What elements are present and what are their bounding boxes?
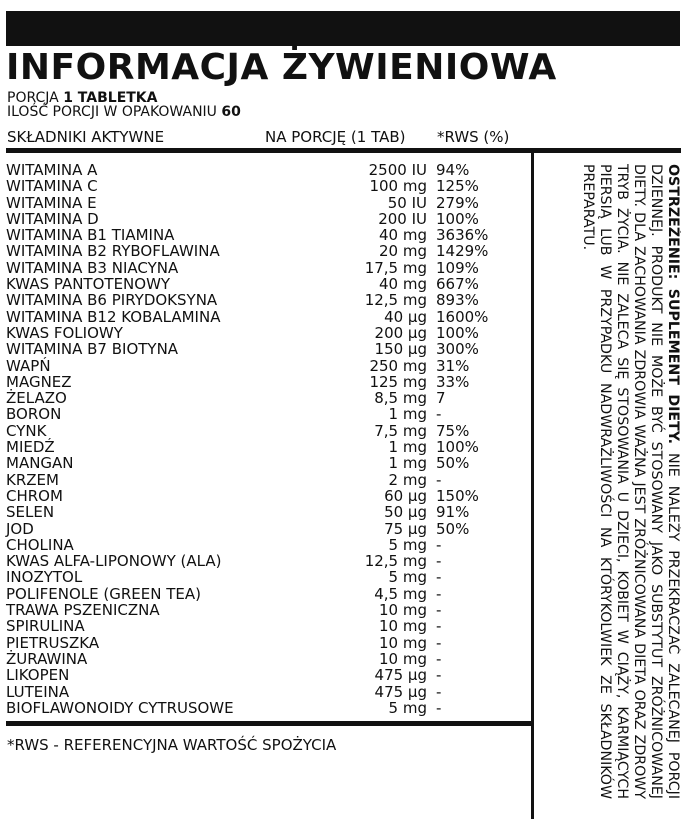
ingredient-amount: 50 µg	[384, 503, 427, 522]
ingredient-rws: 75%	[436, 421, 470, 440]
footer-note: *RWS - REFERENCYJNA WARTOŚĆ SPOŻYCIA	[7, 736, 337, 754]
ingredient-amount: 10 mg	[379, 633, 427, 652]
ingredient-name: CYNK	[6, 421, 47, 440]
ingredient-rws: 50%	[436, 519, 470, 538]
ingredient-rws: 31%	[436, 356, 470, 375]
warning-lead: OSTRZEŻENIE: SUPLEMENT DIETY.	[665, 164, 681, 445]
table-row	[6, 553, 526, 569]
table-row	[6, 260, 526, 276]
ingredient-rws: -	[436, 682, 442, 701]
servings-label: ILOŚĆ PORCJI W OPAKOWANIU	[7, 104, 217, 120]
ingredient-rws: 279%	[436, 193, 479, 212]
table-row	[6, 309, 526, 325]
ingredient-rws: 91%	[436, 503, 470, 522]
table-row	[6, 602, 526, 618]
ingredient-rws: 50%	[436, 454, 470, 473]
table-row	[6, 276, 526, 292]
table-row	[6, 292, 526, 308]
warning-panel	[534, 150, 681, 819]
ingredient-amount: 8,5 mg	[374, 389, 427, 408]
table-row	[6, 406, 526, 422]
table-row	[6, 488, 526, 504]
table-row	[6, 618, 526, 634]
ingredient-name: JOD	[6, 519, 34, 538]
warning-text	[579, 164, 681, 799]
ingredient-amount: 125 mg	[369, 372, 427, 391]
ingredient-name: BIOFLAWONOIDY CYTRUSOWE	[6, 698, 234, 717]
ingredient-rws: 893%	[436, 291, 479, 310]
ingredient-name: WITAMINA B2 RYBOFLAWINA	[6, 242, 220, 261]
top-black-bar	[6, 11, 680, 46]
ingredient-name: TRAWA PSZENICZNA	[6, 601, 160, 620]
ingredient-rws: -	[436, 535, 442, 554]
ingredient-rws: 94%	[436, 161, 470, 179]
ingredient-rws: -	[436, 617, 442, 636]
ingredient-name: WITAMINA B1 TIAMINA	[6, 226, 175, 245]
header-rws: *RWS (%)	[437, 128, 510, 146]
ingredient-amount: 40 µg	[384, 307, 427, 326]
ingredient-name: WITAMINA A	[6, 161, 98, 179]
ingredient-name: ŻURAWINA	[6, 649, 88, 668]
table-row	[6, 178, 526, 194]
table-row	[6, 684, 526, 700]
ingredient-amount: 100 mg	[369, 177, 427, 196]
ingredient-name: WITAMINA B6 PIRYDOKSYNA	[6, 291, 218, 310]
table-row	[6, 227, 526, 243]
table-row	[6, 472, 526, 488]
table-row	[6, 455, 526, 471]
ingredient-rws: 150%	[436, 486, 479, 505]
ingredient-amount: 7,5 mg	[374, 421, 427, 440]
ingredient-name: KWAS FOLIOWY	[6, 323, 123, 342]
ingredient-amount: 10 mg	[379, 601, 427, 620]
ingredient-name: SELEN	[6, 503, 55, 522]
ingredient-name: BORON	[6, 405, 62, 424]
ingredient-name: KWAS PANTOTENOWY	[6, 275, 171, 294]
servings-line	[7, 105, 241, 120]
table-row	[6, 325, 526, 341]
ingredient-name: KRZEM	[6, 470, 59, 489]
ingredient-rws: 3636%	[436, 226, 489, 245]
ingredient-name: LIKOPEN	[6, 666, 70, 685]
ingredient-amount: 200 IU	[378, 209, 427, 228]
ingredient-amount: 5 mg	[388, 698, 427, 717]
ingredient-amount: 10 mg	[379, 649, 427, 668]
table-row	[6, 162, 526, 178]
ingredient-amount: 150 µg	[374, 340, 427, 359]
ingredient-rws: -	[436, 584, 442, 603]
ingredient-name: WITAMINA B7 BIOTYNA	[6, 340, 179, 359]
table-bottom-divider	[6, 721, 531, 726]
table-row	[6, 358, 526, 374]
ingredient-rws: 1600%	[436, 307, 489, 326]
ingredient-rws: -	[436, 666, 442, 685]
table-row	[6, 504, 526, 520]
ingredient-amount: 12,5 mg	[364, 552, 427, 571]
ingredient-amount: 475 µg	[374, 666, 427, 685]
ingredient-rws: 1429%	[436, 242, 489, 261]
ingredient-name: INOZYTOL	[6, 568, 83, 587]
ingredient-amount: 20 mg	[379, 242, 427, 261]
ingredient-amount: 1 mg	[388, 438, 427, 457]
ingredient-rws: 109%	[436, 258, 479, 277]
ingredient-rws: 100%	[436, 438, 479, 457]
table-row	[6, 667, 526, 683]
portion-value: 1 TABLETKA	[63, 90, 158, 106]
header-ingredients: SKŁADNIKI AKTYWNE	[7, 128, 165, 146]
ingredient-name: LUTEINA	[6, 682, 70, 701]
ingredient-amount: 60 µg	[384, 486, 427, 505]
ingredient-amount: 40 mg	[379, 275, 427, 294]
ingredient-name: MAGNEZ	[6, 372, 72, 391]
ingredient-rws: -	[436, 633, 442, 652]
ingredient-rws: -	[436, 405, 442, 424]
ingredient-name: WITAMINA B3 NIACYNA	[6, 258, 179, 277]
ingredient-name: SPIRULINA	[6, 617, 85, 636]
table-row	[6, 195, 526, 211]
ingredient-rws: -	[436, 601, 442, 620]
ingredient-name: KWAS ALFA-LIPONOWY (ALA)	[6, 552, 222, 571]
portion-label: PORCJA	[7, 90, 59, 106]
ingredient-amount: 200 µg	[374, 323, 427, 342]
ingredients-table	[6, 162, 526, 716]
warning-body: NIE NALEŻY PRZEKRACZAĆ ZALECANEJ PORCJI DZIENNEJ. PRODUKT NIE MOŻE BYĆ STOSOWANY JAKO SUBSTYTUT ZRÓŻNICOWANEJ DIETY. DLA ZACHOWANIA ZDROWIA WAŻNA JEST ZRÓŻNICOWANA DIETA ORAZ ZDROWY TRYB ŻYCIA. NIE ZALECA SIĘ STOSOWANIA U DZIECI, KOBIET W CIĄŻY, KARMIĄCYCH PIERSIĄ LUB W PRZYPADKU NADWRAŻLIWOŚCI NA KTÓRYKOLWIEK ZE SKŁADNIKÓW PREPARATU.	[580, 164, 681, 800]
ingredient-name: CHOLINA	[6, 535, 74, 554]
table-row	[6, 700, 526, 716]
table-row	[6, 651, 526, 667]
ingredient-amount: 12,5 mg	[364, 291, 427, 310]
ingredient-name: WITAMINA D	[6, 209, 99, 228]
ingredient-amount: 1 mg	[388, 405, 427, 424]
table-row	[6, 390, 526, 406]
ingredient-rws: -	[436, 698, 442, 717]
ingredient-name: WITAMINA E	[6, 193, 97, 212]
ingredient-amount: 2 mg	[388, 470, 427, 489]
ingredient-rws: 100%	[436, 323, 479, 342]
ingredient-rws: 125%	[436, 177, 479, 196]
table-row	[6, 635, 526, 651]
ingredient-name: WITAMINA C	[6, 177, 98, 196]
table-row	[6, 341, 526, 357]
ingredient-amount: 17,5 mg	[364, 258, 427, 277]
ingredient-amount: 5 mg	[388, 535, 427, 554]
ingredient-rws: 300%	[436, 340, 479, 359]
ingredient-rws: 100%	[436, 209, 479, 228]
ingredient-amount: 50 IU	[387, 193, 427, 212]
header-per-portion: NA PORCJĘ (1 TAB)	[265, 128, 406, 146]
ingredient-amount: 250 mg	[369, 356, 427, 375]
table-row	[6, 243, 526, 259]
ingredient-name: WAPŃ	[6, 356, 51, 375]
table-row	[6, 537, 526, 553]
ingredient-rws: 667%	[436, 275, 479, 294]
table-row	[6, 211, 526, 227]
servings-value: 60	[221, 104, 241, 120]
ingredient-name: PIETRUSZKA	[6, 633, 100, 652]
table-row	[6, 439, 526, 455]
table-row	[6, 374, 526, 390]
table-row	[6, 586, 526, 602]
ingredient-amount: 4,5 mg	[374, 584, 427, 603]
ingredient-amount: 475 µg	[374, 682, 427, 701]
ingredient-name: CHROM	[6, 486, 63, 505]
ingredient-name: MIEDŹ	[6, 438, 55, 457]
ingredient-amount: 40 mg	[379, 226, 427, 245]
ingredient-rws: -	[436, 649, 442, 668]
table-row	[6, 569, 526, 585]
ingredient-rws: -	[436, 552, 442, 571]
ingredient-amount: 75 µg	[384, 519, 427, 538]
ingredient-name: POLIFENOLE (GREEN TEA)	[6, 584, 201, 603]
ingredient-rws: -	[436, 568, 442, 587]
ingredient-rws: 33%	[436, 372, 470, 391]
ingredient-amount: 1 mg	[388, 454, 427, 473]
ingredient-name: WITAMINA B12 KOBALAMINA	[6, 307, 221, 326]
table-row	[6, 423, 526, 439]
ingredient-rws: -	[436, 470, 442, 489]
ingredient-amount: 10 mg	[379, 617, 427, 636]
ingredient-name: MANGAN	[6, 454, 74, 473]
table-row	[6, 521, 526, 537]
ingredient-amount: 5 mg	[388, 568, 427, 587]
page-title: INFORMACJA ŻYWIENIOWA	[6, 47, 557, 88]
ingredient-rws: 7	[436, 389, 446, 408]
ingredient-name: ŻELAZO	[6, 389, 67, 408]
ingredient-amount: 2500 IU	[368, 161, 427, 179]
